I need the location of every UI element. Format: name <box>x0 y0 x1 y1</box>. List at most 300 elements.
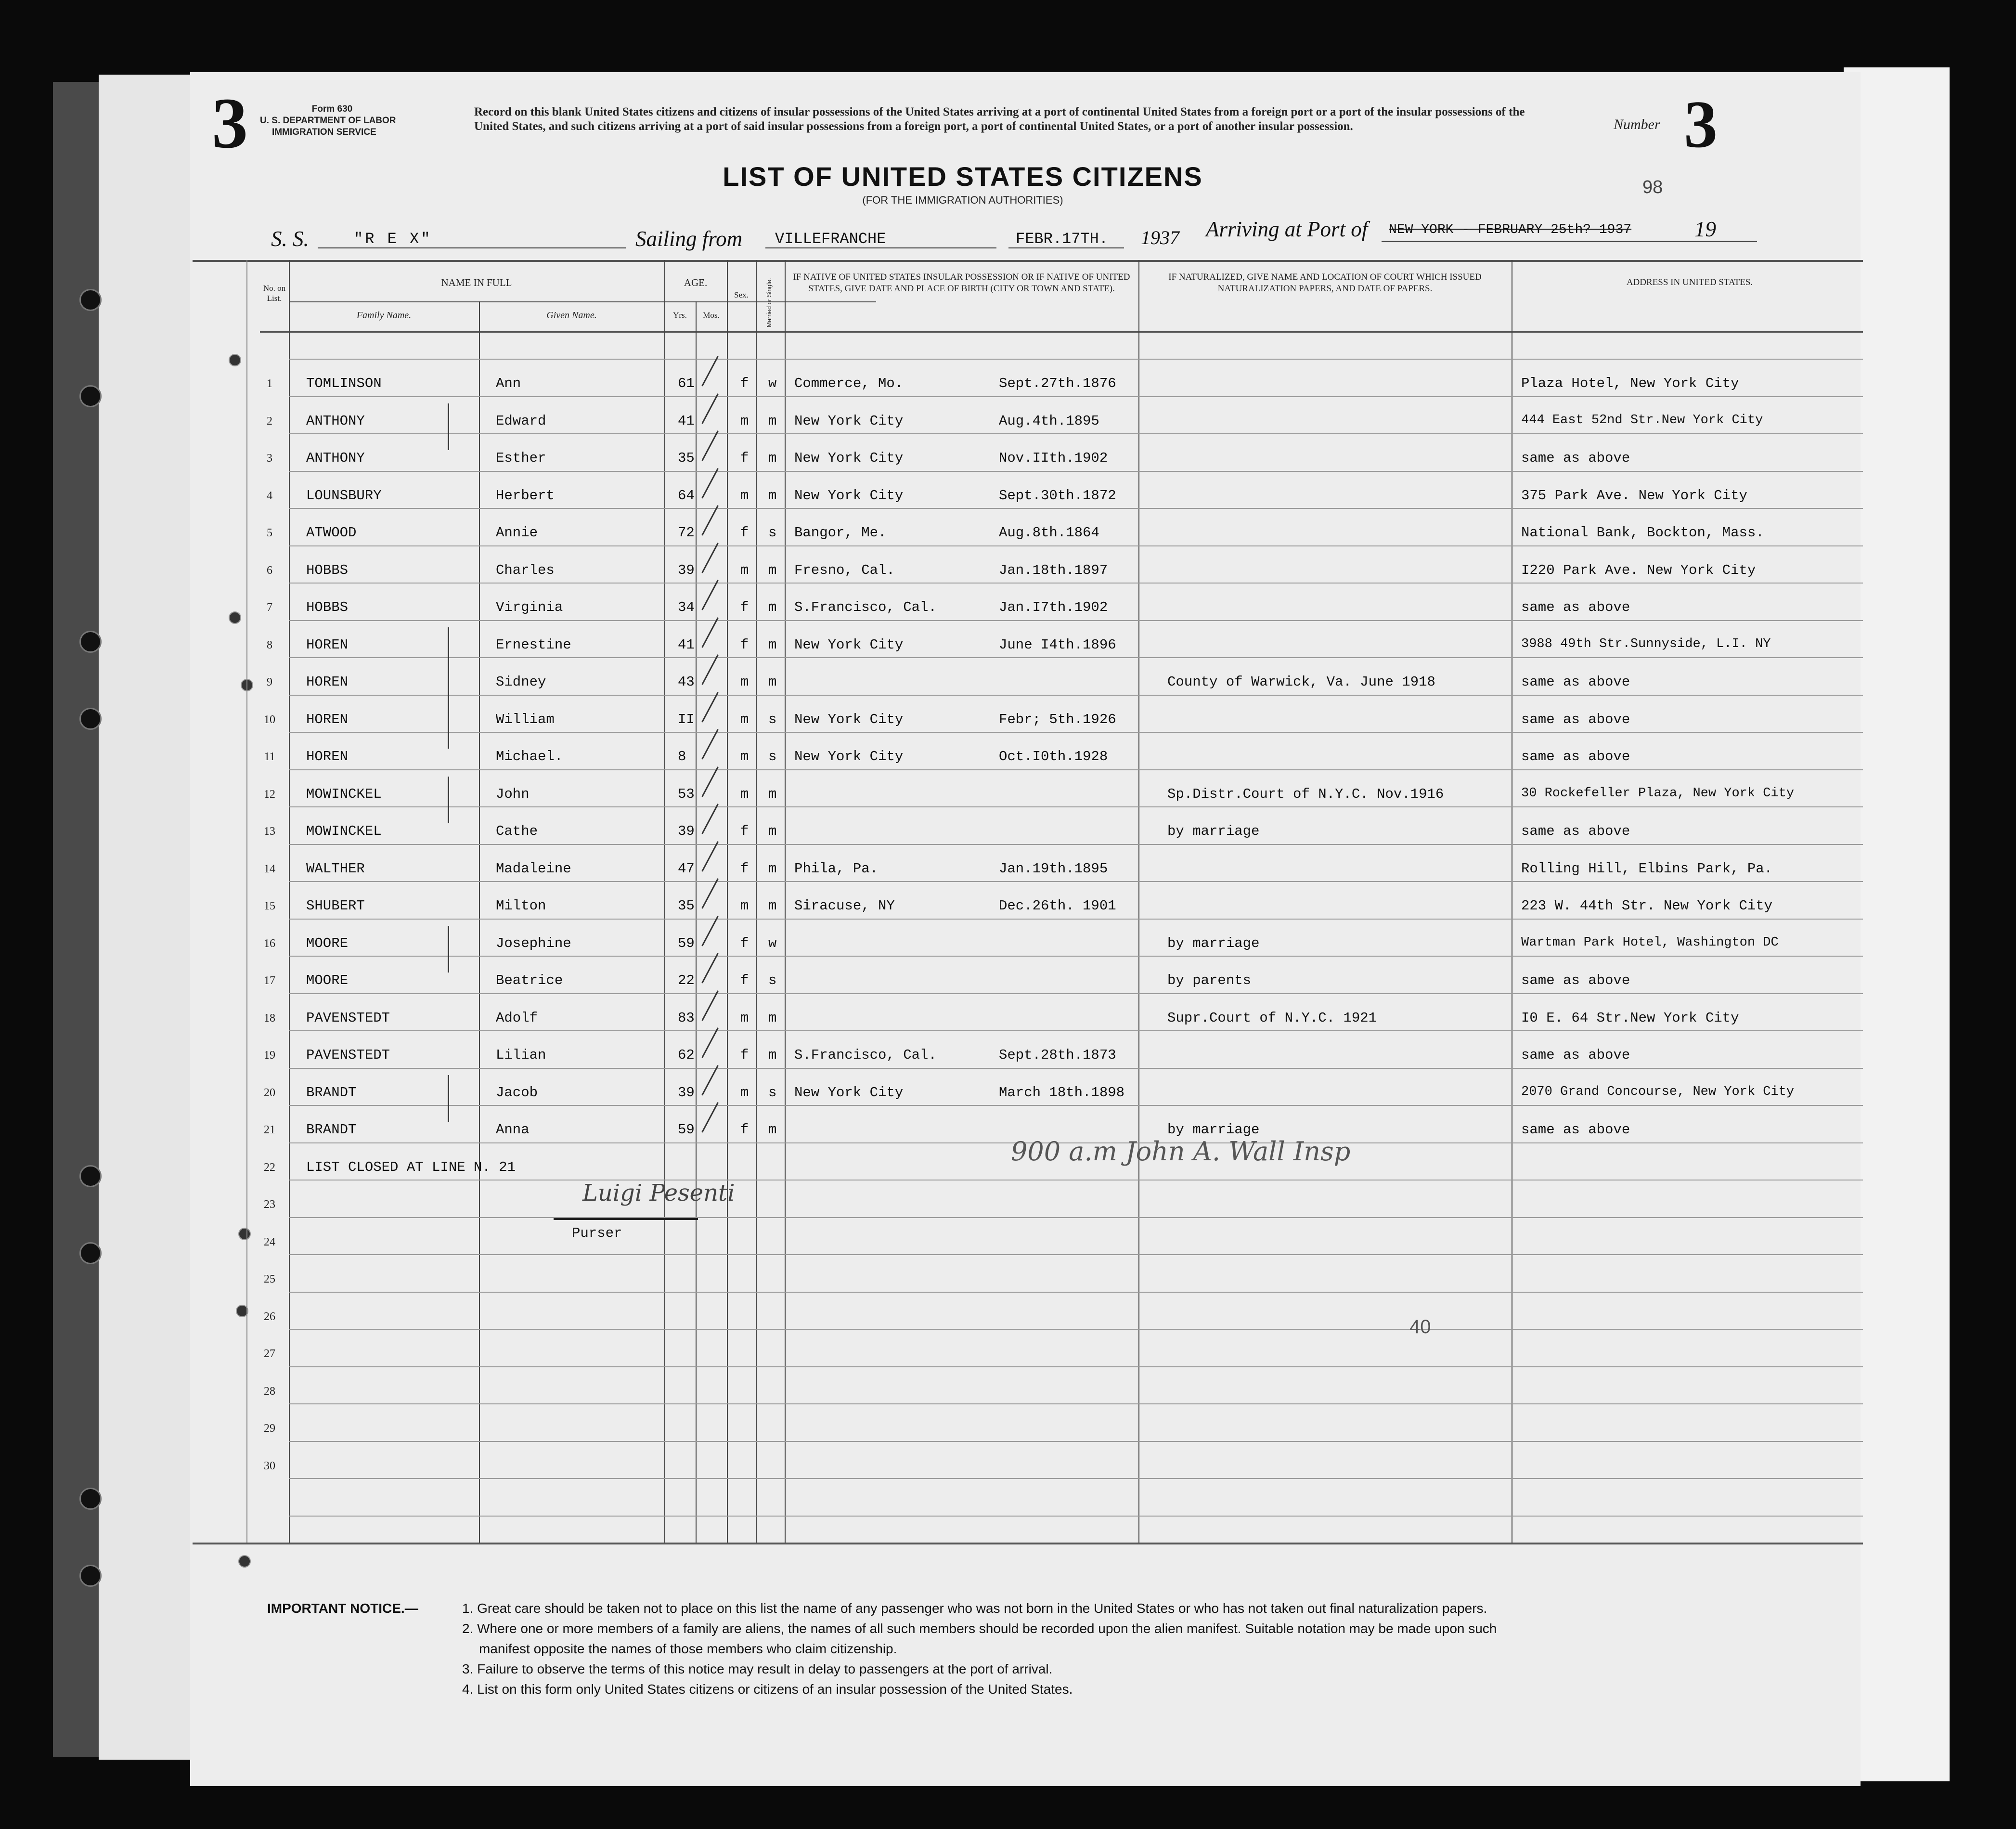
cell-address: Plaza Hotel, New York City <box>1521 376 1739 391</box>
cell-place: S.Francisco, Cal. <box>794 1047 937 1063</box>
row-number: 13 <box>264 825 275 838</box>
cell-status: s <box>768 749 777 765</box>
cell-address: same as above <box>1521 450 1630 466</box>
cell-natz: by marriage <box>1167 1122 1260 1138</box>
cell-birth: Jan.18th.1897 <box>999 562 1108 578</box>
cell-family: HOREN <box>306 749 349 765</box>
cell-yrs: II <box>678 711 695 727</box>
cell-status: m <box>768 786 777 802</box>
cell-yrs: 53 <box>678 786 695 802</box>
cell-birth: Nov.IIth.1902 <box>999 450 1108 466</box>
cell-family: TOMLINSON <box>306 376 382 391</box>
cell-family: HOREN <box>306 674 349 690</box>
cell-natz: by parents <box>1167 973 1252 988</box>
cell-family: PAVENSTEDT <box>306 1047 390 1063</box>
cell-natz: Sp.Distr.Court of N.Y.C. Nov.1916 <box>1167 786 1444 802</box>
cell-family: HOBBS <box>306 599 349 615</box>
cell-place: New York City <box>794 1084 904 1101</box>
passenger-table <box>193 260 1863 1543</box>
cell-address: Wartman Park Hotel, Washington DC <box>1521 935 1779 950</box>
preamble-text: Record on this blank United States citizens and citizens of insular possessions of the United States arriving at a port of continental United States from a foreign port or a port of the insular possessions of the United States, and such citizens arriving at a port of said insular possessions from a foreign port, a port of continental United States, or a port of another insular possession. <box>474 105 1525 133</box>
cell-given: John <box>496 786 530 802</box>
check-tick <box>701 1065 719 1095</box>
header-given: Given Name. <box>546 310 597 321</box>
cell-sex: m <box>740 562 749 578</box>
cell-address: 223 W. 44th Str. New York City <box>1521 898 1773 914</box>
cell-birth: Sept.30th.1872 <box>999 487 1116 504</box>
cell-sex: m <box>740 413 749 429</box>
cell-birth: Sept.27th.1876 <box>999 376 1116 391</box>
cell-sex: m <box>740 749 749 765</box>
binder-hole <box>79 631 102 653</box>
notice-item-3: 3. Failure to observe the terms of this notice may result in delay to passengers at the port of arrival. <box>462 1661 1053 1676</box>
cell-status: s <box>768 973 777 988</box>
page-subtitle: (FOR THE IMMIGRATION AUTHORITIES) <box>862 194 1063 206</box>
cell-sex: f <box>740 1047 749 1063</box>
cell-status: s <box>768 1084 777 1101</box>
cell-sex: f <box>740 450 749 466</box>
check-tick <box>701 766 719 797</box>
col-divider-family <box>479 301 480 1543</box>
cell-address: National Bank, Bockton, Mass. <box>1521 525 1764 541</box>
cell-sex: m <box>740 786 749 802</box>
row-rule <box>289 1068 1863 1069</box>
cell-given: Jacob <box>496 1084 538 1101</box>
cell-place: New York City <box>794 487 904 504</box>
cell-yrs: 35 <box>678 450 695 466</box>
cell-address: same as above <box>1521 711 1630 727</box>
cell-birth: Jan.19th.1895 <box>999 860 1108 877</box>
row-number: 28 <box>264 1385 275 1398</box>
row-number: 29 <box>264 1422 275 1435</box>
check-tick <box>701 543 719 573</box>
row-rule <box>289 1441 1863 1442</box>
inspector-note: 900 a.m John A. Wall Insp <box>1011 1136 1351 1167</box>
cell-given: Ann <box>496 376 521 391</box>
row-number: 12 <box>264 788 275 801</box>
cell-status: m <box>768 450 777 466</box>
ss-label: S. S. <box>271 227 309 251</box>
cell-given: Virginia <box>496 599 563 615</box>
cell-sex: m <box>740 674 749 690</box>
binder-hole <box>79 289 102 311</box>
row-number: 1 <box>267 377 272 390</box>
check-tick <box>701 393 719 424</box>
row-rule <box>289 471 1863 472</box>
row-number: 11 <box>264 751 275 763</box>
row-rule <box>289 1516 1863 1517</box>
cell-status: m <box>768 674 777 690</box>
row-rule <box>289 1403 1863 1404</box>
cell-sex: f <box>740 823 749 839</box>
check-tick <box>701 617 719 648</box>
row-rule <box>289 993 1863 994</box>
cell-family: HOREN <box>306 636 349 653</box>
row-rule <box>289 545 1863 546</box>
name-age-subheader-line <box>289 301 876 302</box>
cell-address: Rolling Hill, Elbins Park, Pa. <box>1521 860 1773 877</box>
row-number: 30 <box>264 1459 275 1472</box>
sailing-underline <box>765 247 996 248</box>
ship-name: "R E X" <box>354 230 432 248</box>
family-bracket <box>448 777 449 824</box>
table-top-border <box>193 260 1863 262</box>
header-age: AGE. <box>684 277 708 288</box>
check-tick <box>701 916 719 946</box>
row-rule <box>289 732 1863 733</box>
purser-label: Purser <box>572 1225 622 1241</box>
row-number: 25 <box>264 1273 275 1285</box>
cell-given: Ernestine <box>496 636 571 653</box>
row-rule <box>289 1329 1863 1330</box>
row-number: 7 <box>267 601 272 614</box>
cell-yrs: 39 <box>678 823 695 839</box>
row-rule <box>289 769 1863 770</box>
row-number: 17 <box>264 974 275 987</box>
cell-yrs: 64 <box>678 487 695 504</box>
check-tick <box>701 505 719 535</box>
cell-given: Charles <box>496 562 555 578</box>
cell-address: 375 Park Ave. New York City <box>1521 487 1747 504</box>
row-number: 19 <box>264 1049 275 1062</box>
check-tick <box>701 356 719 386</box>
row-rule <box>289 1292 1863 1293</box>
row-number: 24 <box>264 1235 275 1248</box>
cell-sex: m <box>740 898 749 914</box>
binder-hole <box>79 1165 102 1187</box>
cell-status: m <box>768 562 777 578</box>
cell-status: w <box>768 935 777 951</box>
cell-yrs: 43 <box>678 674 695 690</box>
page-count-mark: 40 <box>1409 1316 1431 1337</box>
cell-given: Madaleine <box>496 860 571 877</box>
cell-given: Cathe <box>496 823 538 839</box>
check-tick <box>701 878 719 908</box>
cell-status: m <box>768 487 777 504</box>
cell-birth: Febr; 5th.1926 <box>999 711 1116 727</box>
binder-hole <box>79 1488 102 1510</box>
binder-hole <box>79 1242 102 1264</box>
cell-family: BRANDT <box>306 1084 357 1101</box>
cell-address: 3988 49th Str.Sunnyside, L.I. NY <box>1521 636 1771 651</box>
row-number: 16 <box>264 937 275 950</box>
cell-place: New York City <box>794 711 904 727</box>
check-tick <box>701 468 719 498</box>
cell-yrs: 39 <box>678 1084 695 1101</box>
col-divider-no <box>289 260 290 1543</box>
cell-given: Michael. <box>496 749 563 765</box>
cell-status: m <box>768 860 777 877</box>
header-no: No. on List. <box>263 284 286 303</box>
cell-address: same as above <box>1521 599 1630 615</box>
cell-birth: Oct.I0th.1928 <box>999 749 1108 765</box>
cell-status: m <box>768 599 777 615</box>
row-number: 8 <box>267 638 272 651</box>
row-rule <box>289 583 1863 584</box>
cell-place: New York City <box>794 636 904 653</box>
family-bracket <box>448 627 449 749</box>
sheet-marker: 3 <box>212 83 248 163</box>
cell-address: same as above <box>1521 1122 1630 1138</box>
row-number: 10 <box>264 713 275 726</box>
row-number: 4 <box>267 489 272 502</box>
cell-yrs: 34 <box>678 599 695 615</box>
cell-sex: m <box>740 711 749 727</box>
header-naturalized: IF NATURALIZED, GIVE NAME AND LOCATION OF COURT WHICH ISSUED NATURALIZATION PAPERS, AND DATE OF PAPERS. <box>1168 272 1482 294</box>
header-name-group: NAME IN FULL <box>441 277 512 288</box>
header-family: Family Name. <box>356 310 412 321</box>
cell-address: 444 East 52nd Str.New York City <box>1521 413 1763 428</box>
department-name: U. S. DEPARTMENT OF LABOR <box>260 116 396 126</box>
row-rule <box>289 508 1863 509</box>
check-tick <box>701 804 719 834</box>
check-tick <box>701 1027 719 1058</box>
notice-lead: IMPORTANT NOTICE.— <box>267 1601 418 1616</box>
purser-signature-line <box>554 1218 698 1220</box>
row-rule <box>289 396 1863 397</box>
cell-yrs: 47 <box>678 860 695 877</box>
check-tick <box>701 654 719 685</box>
cell-sex: f <box>740 1122 749 1138</box>
cell-status: m <box>768 1047 777 1063</box>
cell-place: Bangor, Me. <box>794 525 887 541</box>
notice-item-1: 1. Great care should be taken not to place on this list the name of any passenger who was not born in the United States or who has not taken out final naturalization papers. <box>462 1601 1487 1616</box>
cell-given: Milton <box>496 898 546 914</box>
cell-place: New York City <box>794 450 904 466</box>
cell-yrs: 72 <box>678 525 695 541</box>
row-rule <box>289 881 1863 882</box>
row-number: 5 <box>267 527 272 539</box>
row-number: 9 <box>267 676 272 688</box>
cell-address: 30 Rockefeller Plaza, New York City <box>1521 786 1795 801</box>
row-number: 23 <box>264 1198 275 1211</box>
binder-hole <box>79 1565 102 1587</box>
cell-address: same as above <box>1521 749 1630 765</box>
check-tick <box>701 953 719 983</box>
check-tick <box>701 692 719 722</box>
ship-underline <box>318 247 626 248</box>
row-number: 22 <box>264 1161 275 1174</box>
date-underline <box>1008 247 1124 248</box>
cell-yrs: 8 <box>678 749 686 765</box>
cell-sex: m <box>740 1010 749 1026</box>
cell-birth: Aug.8th.1864 <box>999 525 1099 541</box>
cell-status: s <box>768 711 777 727</box>
header-mos: Mos. <box>703 311 720 320</box>
sailing-year: 1937 <box>1141 227 1179 248</box>
row-rule <box>289 1105 1863 1106</box>
family-bracket <box>448 926 449 973</box>
cell-yrs: 35 <box>678 898 695 914</box>
row-rule <box>289 695 1863 696</box>
row-number: 27 <box>264 1348 275 1360</box>
cell-status: s <box>768 525 777 541</box>
cell-sex: f <box>740 636 749 653</box>
cell-birth: June I4th.1896 <box>999 636 1116 653</box>
col-divider-given <box>664 260 665 1543</box>
row-number: 26 <box>264 1310 275 1323</box>
cell-address: same as above <box>1521 674 1630 690</box>
check-tick <box>701 990 719 1021</box>
binder-hole <box>79 708 102 730</box>
cell-yrs: 41 <box>678 413 695 429</box>
cell-place: Phila, Pa. <box>794 860 879 877</box>
cell-birth: March 18th.1898 <box>999 1084 1125 1101</box>
cell-family: MOORE <box>306 935 349 951</box>
cell-status: m <box>768 898 777 914</box>
cell-address: same as above <box>1521 823 1630 839</box>
cell-family: LIST CLOSED AT LINE N. 21 <box>306 1159 516 1175</box>
cell-status: m <box>768 636 777 653</box>
cell-family: PAVENSTEDT <box>306 1010 390 1026</box>
notice-item-4: 4. List on this form only United States citizens or citizens of an insular possession of the United States. <box>462 1682 1073 1697</box>
year-suffix: 19 <box>1694 217 1716 241</box>
cell-given: Annie <box>496 525 538 541</box>
row-number: 6 <box>267 564 272 577</box>
row-rule <box>289 1030 1863 1031</box>
cell-status: m <box>768 1010 777 1026</box>
row-rule <box>289 620 1863 621</box>
cell-family: ATWOOD <box>306 525 357 541</box>
cell-status: m <box>768 1122 777 1138</box>
sailing-date: FEBR.17TH. <box>1016 230 1109 248</box>
purser-signature: Luigi Pesenti <box>582 1180 735 1206</box>
cell-sex: f <box>740 973 749 988</box>
cell-family: BRANDT <box>306 1122 357 1138</box>
check-tick <box>701 1102 719 1132</box>
cell-place: Siracuse, NY <box>794 898 895 914</box>
row-number: 18 <box>264 1012 275 1025</box>
cell-family: MOWINCKEL <box>306 786 382 802</box>
cell-address: same as above <box>1521 1047 1630 1063</box>
col-divider-age <box>727 260 728 1543</box>
cell-family: ANTHONY <box>306 450 365 466</box>
cell-sex: f <box>740 376 749 391</box>
arriving-port: NEW YORK - FEBRUARY 25th? 1937 <box>1389 222 1632 237</box>
cell-given: Sidney <box>496 674 546 690</box>
cell-address: I0 E. 64 Str.New York City <box>1521 1010 1739 1026</box>
header-yrs: Yrs. <box>673 311 687 320</box>
form-number: Form 630 <box>311 104 353 114</box>
row-rule <box>289 1217 1863 1218</box>
row-number: 3 <box>267 452 272 465</box>
cell-status: w <box>768 376 777 391</box>
cell-given: Lilian <box>496 1047 546 1063</box>
notice-item-2-cont: manifest opposite the names of those members who claim citizenship. <box>479 1641 897 1656</box>
cell-birth: Jan.I7th.1902 <box>999 599 1108 615</box>
table-bottom-border <box>193 1543 1863 1544</box>
cell-address: 2070 Grand Concourse, New York City <box>1521 1084 1795 1099</box>
row-number: 20 <box>264 1086 275 1099</box>
number-label: Number <box>1614 117 1660 132</box>
cell-given: Edward <box>496 413 546 429</box>
cell-given: William <box>496 711 555 727</box>
row-number: 15 <box>264 900 275 912</box>
cell-yrs: 62 <box>678 1047 695 1063</box>
cell-natz: by marriage <box>1167 935 1260 951</box>
row-rule <box>289 657 1863 658</box>
header-married: Married or Single. <box>765 278 773 327</box>
cell-given: Beatrice <box>496 973 563 988</box>
cell-status: m <box>768 413 777 429</box>
cell-family: MOWINCKEL <box>306 823 382 839</box>
cell-yrs: 41 <box>678 636 695 653</box>
cell-address: I220 Park Ave. New York City <box>1521 562 1756 578</box>
sailing-port: VILLEFRANCHE <box>775 230 886 248</box>
cell-given: Herbert <box>496 487 555 504</box>
cell-birth: Dec.26th. 1901 <box>999 898 1116 914</box>
cell-family: HOREN <box>306 711 349 727</box>
reference-number: 98 <box>1642 177 1663 197</box>
margin-line <box>246 260 247 1543</box>
header-bottom-border <box>260 331 1863 333</box>
cell-given: Anna <box>496 1122 530 1138</box>
list-number: 3 <box>1684 87 1718 162</box>
header-sex: Sex. <box>734 290 749 299</box>
cell-given: Esther <box>496 450 546 466</box>
row-number: 2 <box>267 415 272 428</box>
cell-sex: m <box>740 487 749 504</box>
check-tick <box>701 729 719 759</box>
row-rule <box>289 844 1863 845</box>
header-address: ADDRESS IN UNITED STATES. <box>1626 277 1753 287</box>
cell-sex: f <box>740 860 749 877</box>
cell-place: S.Francisco, Cal. <box>794 599 937 615</box>
cell-place: New York City <box>794 749 904 765</box>
cell-family: ANTHONY <box>306 413 365 429</box>
cell-birth: Sept.28th.1873 <box>999 1047 1116 1063</box>
cell-sex: f <box>740 935 749 951</box>
header-native: IF NATIVE OF UNITED STATES INSULAR POSSESSION OR IF NATIVE OF UNITED STATES, GIVE DATE AND PLACE OF BIRTH (CITY OR TOWN AND STATE). <box>793 272 1130 294</box>
col-divider-yrs <box>696 301 697 1543</box>
row-rule <box>289 1254 1863 1255</box>
row-rule <box>289 919 1863 920</box>
cell-given: Josephine <box>496 935 571 951</box>
row-rule <box>289 359 1863 360</box>
family-bracket <box>448 403 449 451</box>
cell-yrs: 22 <box>678 973 695 988</box>
check-tick <box>701 430 719 461</box>
check-tick <box>701 841 719 871</box>
arriving-label: Arriving at Port of <box>1206 217 1368 241</box>
sailing-label: Sailing from <box>635 227 743 251</box>
cell-sex: f <box>740 599 749 615</box>
row-rule <box>289 1478 1863 1479</box>
page-title: LIST OF UNITED STATES CITIZENS <box>723 161 1203 192</box>
cell-family: HOBBS <box>306 562 349 578</box>
cell-yrs: 83 <box>678 1010 695 1026</box>
binder-hole <box>79 385 102 407</box>
cell-family: SHUBERT <box>306 898 365 914</box>
cell-birth: Aug.4th.1895 <box>999 413 1099 429</box>
cell-sex: f <box>740 525 749 541</box>
row-rule <box>289 433 1863 434</box>
row-rule <box>289 806 1863 807</box>
cell-yrs: 59 <box>678 935 695 951</box>
cell-place: Commerce, Mo. <box>794 376 904 391</box>
row-number: 14 <box>264 862 275 875</box>
cell-place: Fresno, Cal. <box>794 562 895 578</box>
cell-natz: County of Warwick, Va. June 1918 <box>1167 674 1435 690</box>
cell-status: m <box>768 823 777 839</box>
cell-yrs: 59 <box>678 1122 695 1138</box>
cell-family: WALTHER <box>306 860 365 877</box>
cell-family: LOUNSBURY <box>306 487 382 504</box>
cell-place: New York City <box>794 413 904 429</box>
col-divider-married <box>785 260 786 1543</box>
row-rule <box>289 1366 1863 1367</box>
cell-given: Adolf <box>496 1010 538 1026</box>
